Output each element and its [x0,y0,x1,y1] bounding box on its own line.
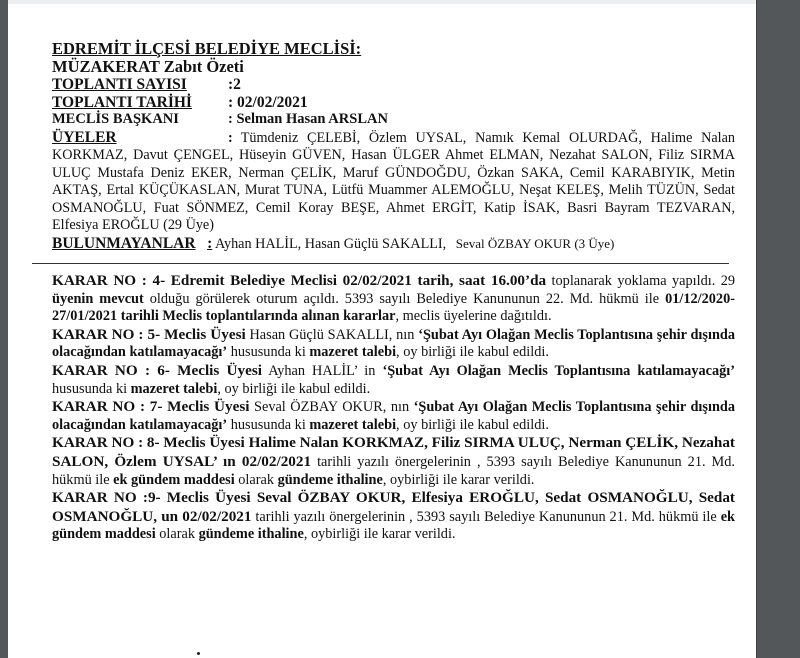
decision-bold-text: KARAR NO : 4- Edremit Belediye Meclisi 02/02/2021 tarih, saat 16.00’da [52,272,547,289]
page-top-edge [8,0,756,4]
decision-bold-text: KARAR NO : 6- Meclis Üyesi [52,361,262,379]
header-divider [32,263,729,264]
decision-bold-text: gündeme ithaline [198,526,304,543]
absent-label: BULUNMAYANLAR [52,235,196,253]
council-title: EDREMİT İLÇESİ BELEDİYE MECLİSİ: [52,39,362,58]
meeting-date-row [52,94,735,112]
decision-8 [52,434,735,489]
members-colon: : [228,129,233,146]
decision-bold-text: ‘Şubat Ayı Olağan Meclis Toplantısına şehir dışında olacağından katılamayacağı’ [52,326,735,361]
decision-text: hususunda ki [52,380,131,397]
meeting-date-value: : 02/02/2021 [228,93,308,111]
decision-7 [52,398,735,434]
decision-5 [52,326,735,362]
decision-bold-text: ‘Şubat Ayı Olağan Meclis Toplantısına katılamayacağı’ [382,362,735,379]
members-label: ÜYELER [52,128,117,146]
president-label: MECLİS BAŞKANI [52,111,179,127]
minutes-subtitle: MÜZAKERAT Zabıt Özeti [52,57,244,76]
decision-text: , oy birliği ile kabul edildi. [396,416,549,433]
decision-bold-text: üyenin mevcut [52,290,144,307]
absent-colon: : [207,235,213,253]
president-value: : Selman Hasan ARSLAN [228,111,388,127]
decision-bold-text: ek gündem maddesi [52,508,735,543]
decision-bold-text: KARAR NO :9- Meclis Üyesi Seval ÖZBAY OKUR, Elfesiya EROĞLU, Sedat OSMANOĞLU, Sedat OSMANOĞLU, un 02/02/2021 [52,489,735,525]
meeting-number-value: :2 [228,76,241,93]
decision-text: , meclis üyelerine dağıtıldı. [395,308,552,325]
decision-bold-text: mazeret talebi [309,416,397,433]
decision-bold-text: ek gündem maddesi [113,471,235,488]
stray-mark [197,652,200,655]
document-page [8,0,756,658]
decision-4 [52,272,735,326]
decision-text: , oy birliği ile kabul edildi. [396,344,549,361]
meeting-number-row [52,76,735,94]
decision-6 [52,362,735,398]
absent-list-small: Seval ÖZBAY OKUR (3 Üye) [455,236,615,252]
decision-text: olduğu görülerek oturum açıldı. 5393 sayılı Belediye Kanununun 22. Md. hükmü ile [143,290,666,307]
decision-text: tarihli yazılı önergelerinin , 5393 sayılı Belediye Kanununun 21. Md. hükmü ile [52,453,735,488]
members-paragraph [52,129,735,236]
president-row [52,111,735,129]
decision-text: , oy birliği ile kabul edildi. [217,380,371,397]
document-header [52,40,735,253]
decision-text: toplanarak yoklama yapıldı. 29 [546,273,735,289]
decision-text: Ayhan HALİL’ in [261,362,383,379]
members-list: Tümdeniz ÇELEBİ, Özlem UYSAL, Namık Kemal OLURDAĞ, Halime Nalan KORKMAZ, Davut ÇENGEL, Hüseyin GÜVEN, Hasan ÜLGER Ahmet ELMAN, Nezahat SALON, Filiz SIRMA ULUÇ Mustafa Deniz EKER, Nerman ÇELİK, Maruf GÜNDOĞDU, Özkan SAKA, Cemil KARABIYIK, Metin AKTAŞ, Ertal KÜÇÜKASLAN, Murat TUNA, Lütfü Muammer ALEMOĞLU, Neşat KELEŞ, Melih TÜZÜN, Sedat OSMANOĞLU, Fuat SÖNMEZ, Cemil Koray BEŞE, Ahmet ERGİT, Katip İSAK, Basri Bayram TEZVARAN, Elfesiya EROĞLU (29 Üye) [52,129,735,234]
decision-bold-text: KARAR NO : 8- Meclis Üyesi Halime Nalan KORKMAZ, Filiz SIRMA ULUÇ, Nerman ÇELİK, Nezahat SALON, Özlem UYSAL’ ın 02/02/2021 [52,434,735,470]
decision-text: , oybirliği ile karar verildi. [382,471,535,488]
decision-bold-text: 01/12/2020-27/01/2021 tarihli Meclis toplantılarında alınan kararlar [52,290,735,325]
decision-bold-text: mazeret talebi [130,380,218,397]
decision-text: Hasan Güçlü SAKALLI, nın [245,326,419,343]
decision-text: olarak [234,471,278,488]
decision-bold-text: KARAR NO : 5- Meclis Üyesi [52,325,246,343]
decision-text: olarak [155,526,199,543]
decision-bold-text: KARAR NO : 7- Meclis Üyesi [52,398,250,416]
decision-text: tarihli yazılı önergelerinin , 5393 sayılı Belediye Kanununun 21. Md. hükmü ile [251,508,721,525]
decision-bold-text: gündeme ithaline [277,471,383,488]
decision-bold-text: ‘Şubat Ayı Olağan Meclis Toplantısına şehir dışında olacağından katılamayacağı’ [52,399,735,433]
absent-list: Ayhan HALİL, Hasan Güçlü SAKALLI, [215,236,447,253]
meeting-date-label: TOPLANTI TARİHİ [52,93,192,111]
decision-text: hususunda ki [227,344,310,361]
decision-9 [52,489,735,544]
decision-text: , oybirliği ile karar verildi. [303,526,456,543]
meeting-number-label: TOPLANTI SAYISI [52,76,187,93]
decision-text: hususunda ki [227,416,310,433]
decision-bold-text: mazeret talebi [309,344,397,361]
absent-row [52,235,735,253]
decision-text: Seval ÖZBAY OKUR, nın [249,399,414,416]
decisions-section [52,272,735,544]
